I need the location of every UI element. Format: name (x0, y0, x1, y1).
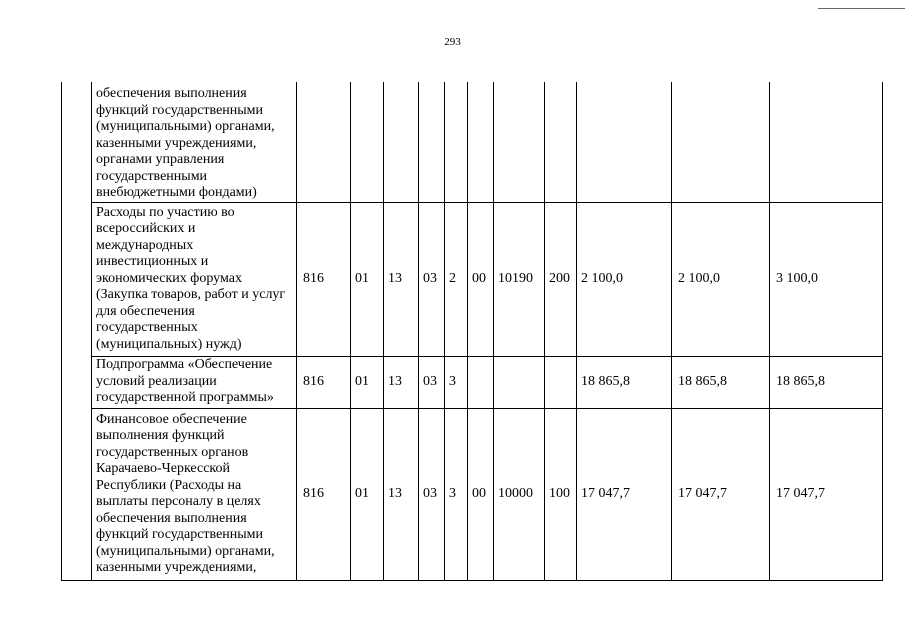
subsection-cell: 13 (384, 356, 419, 408)
description-cell: обеспечения выполнения функций государственными (муниципальными) органами, казенными учреждениями, органами управления государственными внебюджетными фондами) (92, 82, 297, 202)
code-cell: 816 (297, 408, 351, 580)
direction-cell (494, 356, 545, 408)
expense-type-cell: 200 (545, 202, 577, 356)
amount-year2-cell: 18 865,8 (672, 356, 770, 408)
subprogram-cell: 3 (445, 408, 468, 580)
description-cell: Расходы по участию во всероссийских и международных инвестиционных и экономических форумах (Закупка товаров, работ и услуг для обеспечения государственных (муниципальных) нужд) (92, 202, 297, 356)
subprogram-cell: 2 (445, 202, 468, 356)
row-index-cell (62, 408, 92, 580)
subsection-cell (384, 82, 419, 202)
table-row (62, 408, 883, 580)
direction-cell (494, 82, 545, 202)
row-index-cell (62, 356, 92, 408)
description-cell: Финансовое обеспечение выполнения функций государственных органов Карачаево-Черкесской Республики (Расходы на выплаты персоналу в целях обеспечения выполнения функций государственными (муниципальными) органами, казенными учреждениями, (92, 408, 297, 580)
row-index-cell (62, 82, 92, 202)
expense-type-cell: 100 (545, 408, 577, 580)
section-cell (351, 82, 384, 202)
amount-year2-cell: 2 100,0 (672, 202, 770, 356)
amount-year2-cell (672, 82, 770, 202)
program-cell (419, 82, 445, 202)
direction-cell: 10000 (494, 408, 545, 580)
amount-year3-cell: 17 047,7 (770, 408, 883, 580)
table-row (62, 202, 883, 356)
page-number: 293 (444, 36, 461, 48)
row-index-cell (62, 202, 92, 356)
amount-year1-cell: 17 047,7 (577, 408, 672, 580)
description-cell: Подпрограмма «Обеспечение условий реализации государственной программы» (92, 356, 297, 408)
subprogram-cell: 3 (445, 356, 468, 408)
expense-type-cell (545, 82, 577, 202)
budget-table (61, 82, 883, 581)
program-cell: 03 (419, 408, 445, 580)
table-row (62, 356, 883, 408)
activity-cell (468, 356, 494, 408)
amount-year1-cell: 2 100,0 (577, 202, 672, 356)
activity-cell: 00 (468, 202, 494, 356)
subprogram-cell (445, 82, 468, 202)
subsection-cell: 13 (384, 202, 419, 356)
expense-type-cell (545, 356, 577, 408)
code-cell (297, 82, 351, 202)
section-cell: 01 (351, 356, 384, 408)
amount-year3-cell (770, 82, 883, 202)
subsection-cell: 13 (384, 408, 419, 580)
activity-cell (468, 82, 494, 202)
scan-edge-line (818, 8, 905, 9)
amount-year1-cell: 18 865,8 (577, 356, 672, 408)
code-cell: 816 (297, 356, 351, 408)
code-cell: 816 (297, 202, 351, 356)
amount-year1-cell (577, 82, 672, 202)
section-cell: 01 (351, 408, 384, 580)
activity-cell: 00 (468, 408, 494, 580)
amount-year3-cell: 3 100,0 (770, 202, 883, 356)
program-cell: 03 (419, 202, 445, 356)
amount-year2-cell: 17 047,7 (672, 408, 770, 580)
table-row (62, 82, 883, 202)
program-cell: 03 (419, 356, 445, 408)
direction-cell: 10190 (494, 202, 545, 356)
amount-year3-cell: 18 865,8 (770, 356, 883, 408)
section-cell: 01 (351, 202, 384, 356)
